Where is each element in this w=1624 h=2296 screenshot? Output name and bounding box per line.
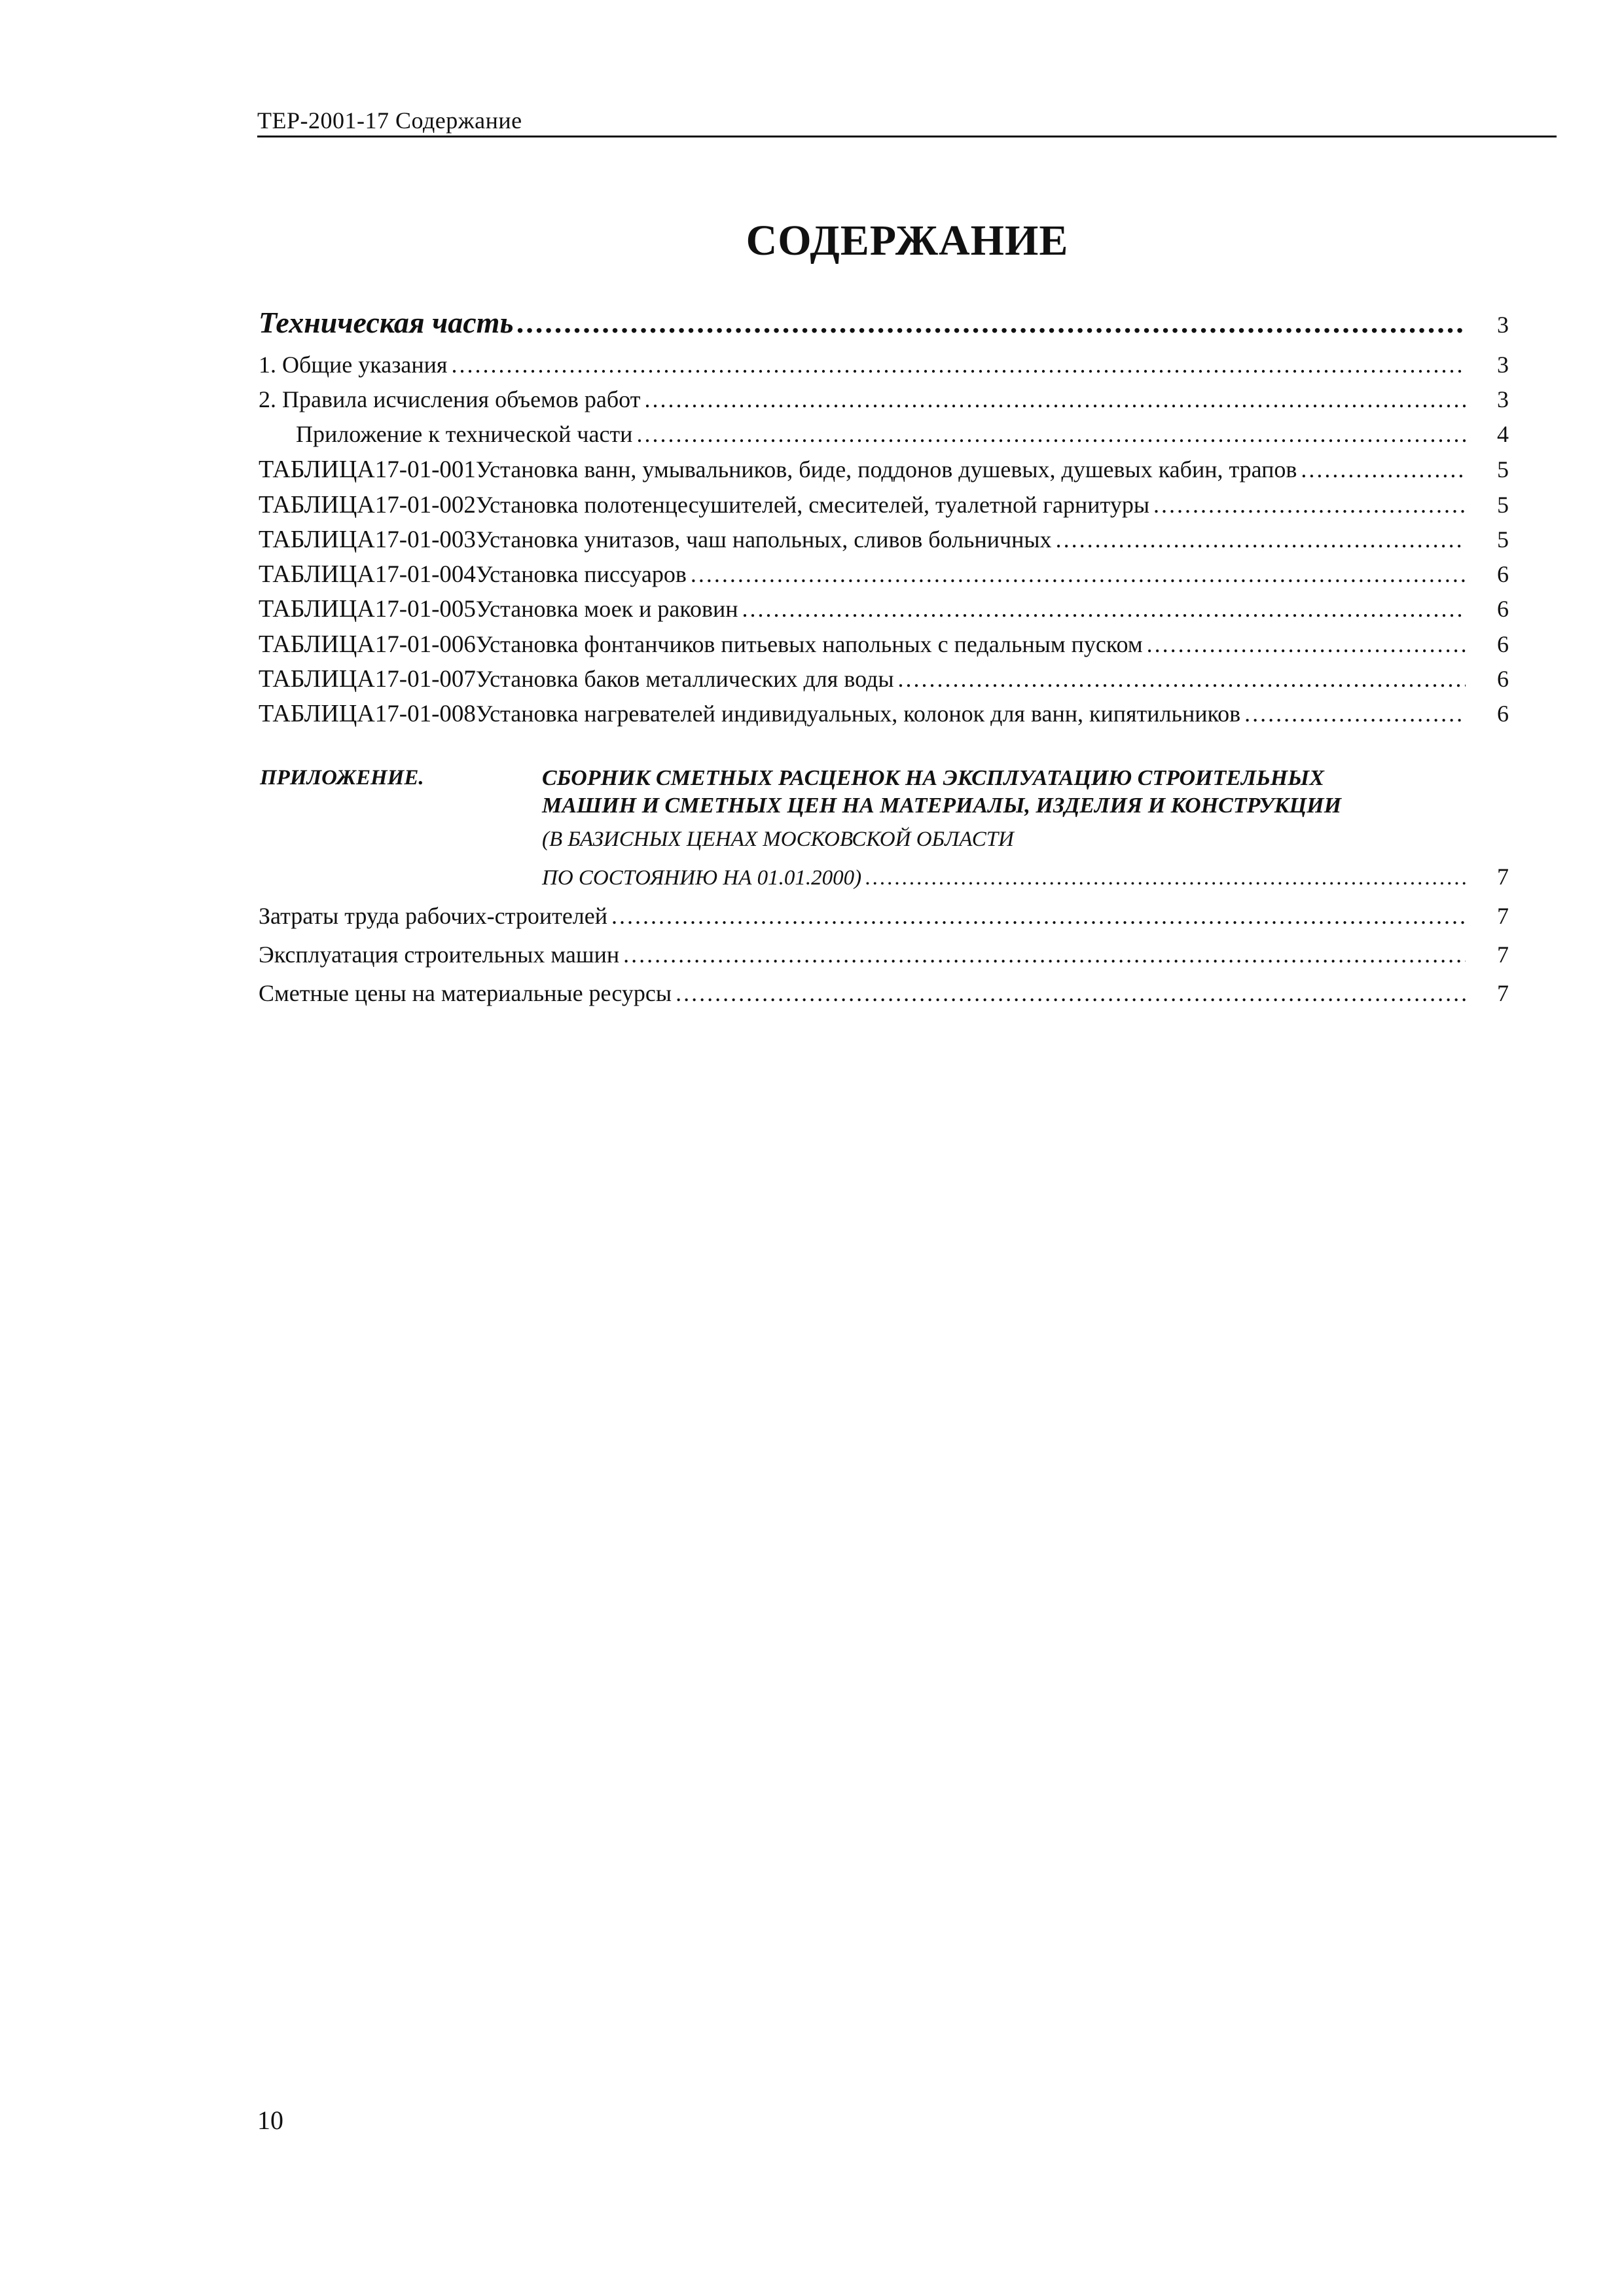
toc-table-row — [259, 594, 1509, 623]
toc-entry-page: 3 — [1497, 352, 1509, 378]
dot-leader — [865, 866, 1466, 890]
dot-leader — [1244, 700, 1466, 727]
toc-entry-page: 4 — [1497, 421, 1509, 447]
table-code: 17-01-002 — [374, 492, 476, 519]
toc-entry-page: 5 — [1497, 456, 1509, 483]
toc-table-row — [259, 665, 1509, 693]
toc-entry-label: 1. Общие указания — [259, 352, 448, 378]
toc-table-row — [259, 490, 1509, 519]
table-title: Установка унитазов, чаш напольных, сливов больничных — [475, 526, 1052, 553]
dot-leader — [898, 665, 1466, 693]
toc-entry-page: 7 — [1497, 864, 1509, 890]
table-code: 17-01-006 — [374, 631, 476, 658]
dot-leader — [623, 941, 1466, 968]
table-title: Установка полотенцесушителей, смесителей, туалетной гарнитуры — [475, 492, 1149, 518]
table-code: 17-01-008 — [374, 701, 476, 727]
dot-leader — [691, 560, 1466, 588]
table-title: Установка писсуаров — [475, 561, 687, 587]
toc-entry-page: 5 — [1497, 526, 1509, 553]
toc-entry-label: Техническая часть — [259, 306, 514, 339]
toc-entry-label: Сметные цены на материальные ресурсы — [259, 980, 672, 1006]
table-code: 17-01-001 — [374, 456, 476, 483]
toc-entry-tech-appendix — [296, 420, 1509, 448]
appendix-label: ПРИЛОЖЕНИЕ. — [260, 766, 424, 790]
toc-entry-machines — [259, 941, 1509, 968]
table-keyword: ТАБЛИЦА — [259, 595, 375, 623]
table-keyword: ТАБЛИЦА — [259, 491, 375, 519]
table-code: 17-01-005 — [374, 596, 476, 623]
dot-leader — [517, 305, 1466, 340]
dot-leader — [1056, 526, 1466, 553]
toc-entry-page: 7 — [1497, 980, 1509, 1006]
dot-leader — [636, 420, 1466, 448]
toc-entry-label: 2. Правила исчисления объемов работ — [259, 386, 641, 412]
toc-entry-page: 6 — [1497, 596, 1509, 622]
dot-leader — [1147, 630, 1466, 658]
dot-leader — [742, 595, 1466, 623]
toc-entry-label: Затраты труда рабочих-строителей — [259, 903, 608, 929]
toc-entry-page: 6 — [1497, 561, 1509, 587]
table-code: 17-01-007 — [374, 666, 476, 693]
table-keyword: ТАБЛИЦА — [259, 700, 375, 727]
toc-entry-page: 3 — [1497, 312, 1509, 338]
toc-entry-rules — [259, 386, 1509, 413]
appendix-subtitle-line-2: ПО СОСТОЯНИЮ НА 01.01.2000) — [542, 866, 862, 890]
appendix-title-line-2: МАШИН И СМЕТНЫХ ЦЕН НА МАТЕРИАЛЫ, ИЗДЕЛИЯ И КОНСТРУКЦИИ — [542, 793, 1342, 818]
toc-entry-label: Эксплуатация строительных машин — [259, 941, 620, 968]
dot-leader — [676, 979, 1466, 1007]
toc-entry-general — [259, 351, 1509, 378]
table-code: 17-01-004 — [374, 561, 476, 588]
toc-entry-page: 7 — [1497, 903, 1509, 929]
toc-entry-appendix — [542, 863, 1509, 890]
page-title: СОДЕРЖАНИЕ — [746, 217, 1069, 264]
toc-entry-page: 7 — [1497, 941, 1509, 968]
toc-table-row — [259, 630, 1509, 659]
table-title: Установка ванн, умывальников, биде, поддонов душевых, душевых кабин, трапов — [475, 456, 1297, 483]
toc-entry-labor — [259, 902, 1509, 930]
dot-leader — [1301, 456, 1466, 483]
toc-entry-label: Приложение к технической части — [296, 421, 633, 447]
toc-table-row — [259, 560, 1509, 589]
table-keyword: ТАБЛИЦА — [259, 560, 375, 588]
toc-table-row — [259, 455, 1509, 484]
table-title: Установка фонтанчиков питьевых напольных с педальным пуском — [475, 631, 1143, 657]
toc-entry-page: 5 — [1497, 492, 1509, 518]
toc-entry-page: 6 — [1497, 701, 1509, 727]
table-keyword: ТАБЛИЦА — [259, 456, 375, 483]
toc-entry-technical — [259, 305, 1509, 340]
toc-table-row — [259, 699, 1509, 728]
table-title: Установка нагревателей индивидуальных, колонок для ванн, кипятильников — [475, 701, 1241, 727]
toc-entry-materials — [259, 979, 1509, 1007]
dot-leader — [611, 902, 1466, 930]
table-keyword: ТАБЛИЦА — [259, 630, 375, 658]
table-title: Установка моек и раковин — [475, 596, 738, 622]
toc-table-row — [259, 525, 1509, 554]
header-rule — [257, 136, 1557, 137]
table-title: Установка баков металлических для воды — [475, 666, 894, 692]
dot-leader — [452, 351, 1466, 378]
toc-entry-page: 3 — [1497, 386, 1509, 412]
page-number: 10 — [257, 2105, 283, 2135]
appendix-subtitle-line-1: (В БАЗИСНЫХ ЦЕНАХ МОСКОВСКОЙ ОБЛАСТИ — [542, 828, 1014, 851]
table-code: 17-01-003 — [374, 526, 476, 553]
dot-leader — [644, 386, 1466, 413]
running-header: ТЕР-2001-17 Содержание — [257, 107, 522, 134]
dot-leader — [1153, 491, 1466, 519]
table-keyword: ТАБЛИЦА — [259, 665, 375, 693]
toc-entry-page: 6 — [1497, 666, 1509, 692]
toc-entry-page: 6 — [1497, 631, 1509, 657]
table-keyword: ТАБЛИЦА — [259, 526, 375, 553]
appendix-title-line-1: СБОРНИК СМЕТНЫХ РАСЦЕНОК НА ЭКСПЛУАТАЦИЮ СТРОИТЕЛЬНЫХ — [542, 766, 1324, 790]
